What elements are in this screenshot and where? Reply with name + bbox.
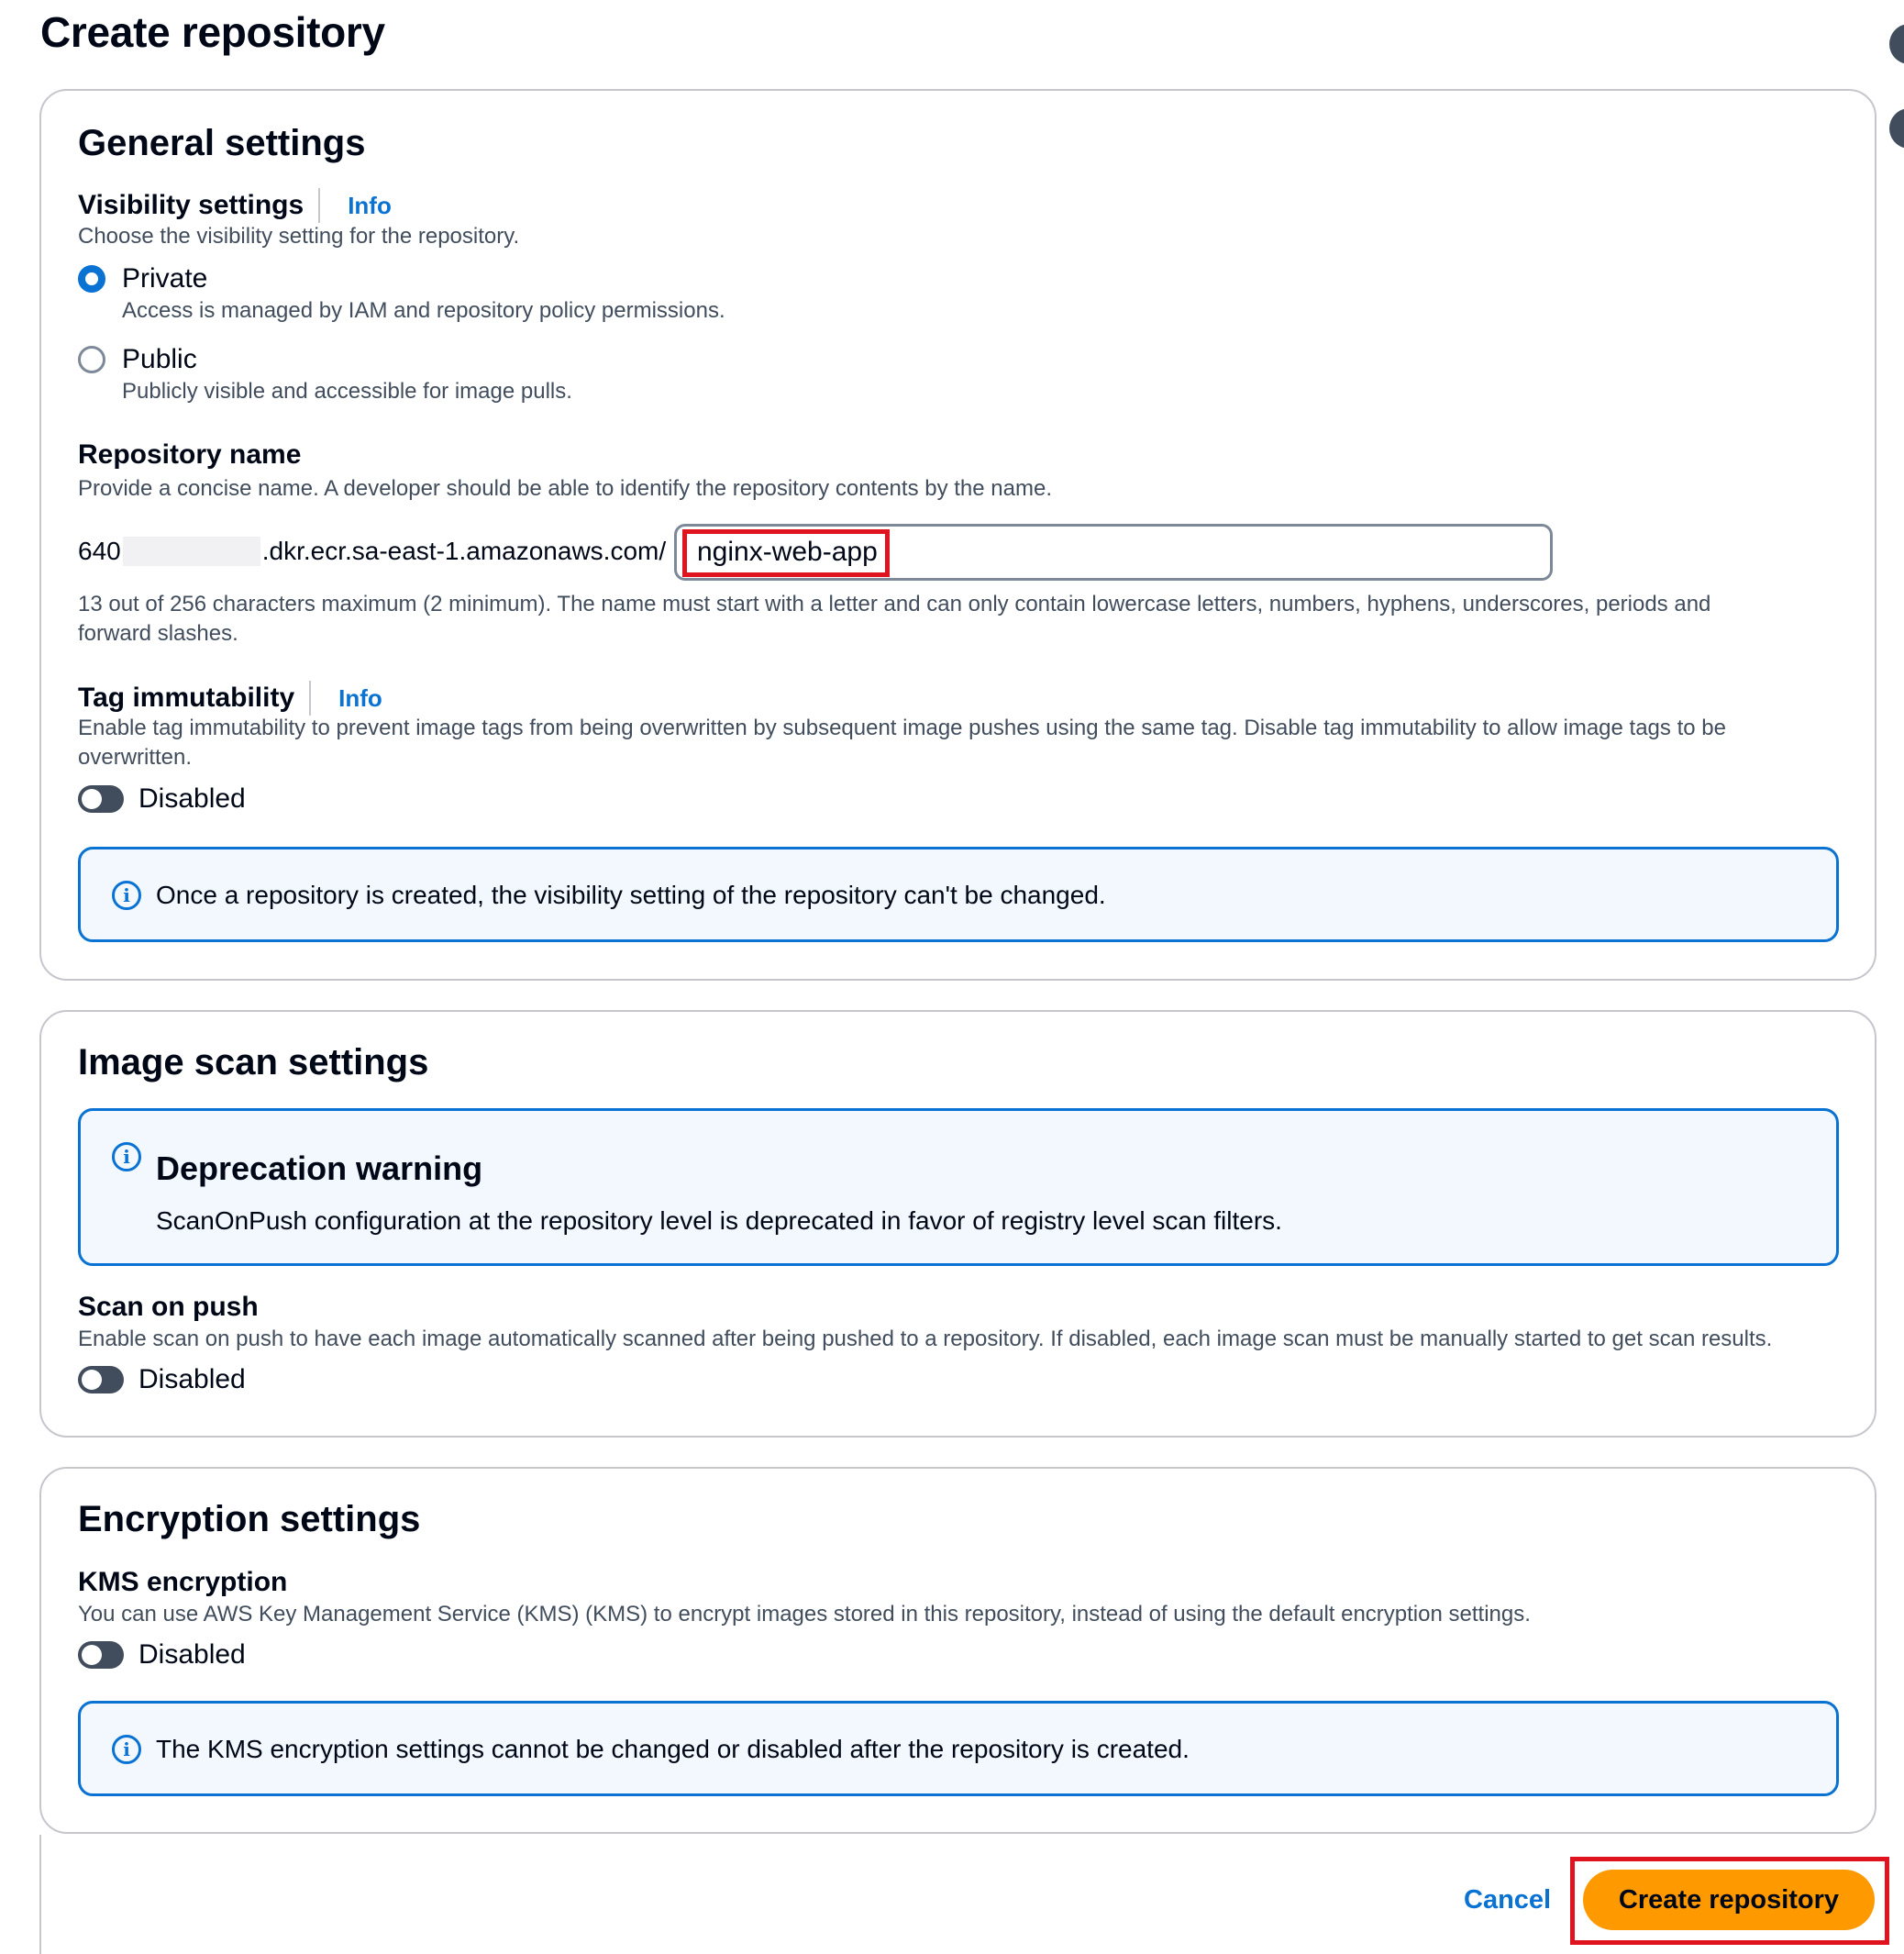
alert-text: The KMS encryption settings cannot be changed or disabled after the repository is created. [156,1735,1190,1763]
encryption-settings-panel [39,1467,1876,1834]
alert-text: ScanOnPush configuration at the repository level is deprecated in favor of registry level scan filters. [156,1206,1282,1235]
field-label: Tag immutability [78,683,295,713]
info-icon: i [112,1735,141,1764]
scan-on-push-label-row [78,1292,259,1323]
repository-uri-prefix [78,537,666,566]
page-title: Create repository [40,8,385,56]
kms-encryption-toggle[interactable] [78,1639,246,1671]
visibility-info-alert [78,847,1839,942]
repository-name-field[interactable] [674,524,1553,581]
registry-domain: .dkr.ecr.sa-east-1.amazonaws.com/ [261,537,667,565]
toggle-switch[interactable] [78,1366,124,1393]
repository-name-input[interactable] [686,529,1539,575]
toggle-label: Disabled [138,1364,246,1394]
toggle-switch[interactable] [78,1641,124,1669]
radio-description: Access is managed by IAM and repository policy permissions. [122,298,725,323]
field-label: Scan on push [78,1292,259,1322]
kms-label-row [78,1567,287,1598]
deprecation-warning-alert [78,1108,1839,1266]
panel-title: General settings [78,123,366,163]
image-scan-settings-panel [39,1010,1876,1438]
edge-control-icon[interactable] [1889,24,1904,64]
radio-unchecked-icon[interactable] [78,346,105,373]
radio-public[interactable] [78,344,197,375]
info-icon: i [112,881,141,910]
kms-info-alert [78,1701,1839,1796]
redacted-account-id [123,537,260,566]
toggle-switch[interactable] [78,785,124,813]
toggle-label: Disabled [138,1639,246,1670]
panel-title: Encryption settings [78,1499,421,1539]
radio-private[interactable] [78,263,207,294]
tag-immutability-toggle[interactable] [78,783,246,815]
divider [318,188,320,223]
visibility-info-link[interactable]: Info [348,191,392,219]
edge-control-icon[interactable] [1889,108,1904,149]
toggle-label: Disabled [138,783,246,814]
general-settings-panel [39,89,1876,981]
account-id-prefix: 640 [78,537,121,565]
cancel-button[interactable]: Cancel [1464,1885,1552,1915]
container-edge [39,1835,41,1954]
field-label: KMS encryption [78,1567,288,1597]
scan-on-push-toggle[interactable] [78,1364,246,1395]
radio-description: Publicly visible and accessible for image pulls. [122,379,572,404]
field-description: overwritten. [78,745,193,770]
tag-immutability-label-row [78,681,382,716]
repo-name-label-row [78,439,301,471]
field-description: Provide a concise name. A developer should be able to identify the repository contents by the name. [78,476,1052,501]
create-repository-button[interactable]: Create repository [1583,1870,1875,1930]
visibility-label-row [78,188,392,223]
radio-checked-icon[interactable] [78,265,105,293]
alert-text: Once a repository is created, the visibility setting of the repository can't be changed. [156,881,1106,909]
radio-label: Public [122,344,197,374]
field-constraint: 13 out of 256 characters maximum (2 minimum). The name must start with a letter and can only contain lowercase letters, numbers, hyphens, underscores, periods and [78,592,1711,616]
field-description: Enable scan on push to have each image automatically scanned after being pushed to a repository. If disabled, each image scan must be manually started to get scan results. [78,1327,1773,1351]
field-label: Repository name [78,439,302,470]
field-label: Visibility settings [78,190,304,220]
field-description: You can use AWS Key Management Service (KMS) (KMS) to encrypt images stored in this repository, instead of using the default encryption settings. [78,1602,1531,1626]
tag-immutability-info-link[interactable]: Info [338,683,382,712]
alert-heading: Deprecation warning [156,1149,483,1187]
field-description: Enable tag immutability to prevent image tags from being overwritten by subsequent image pushes using the same tag. Disable tag immutability to allow image tags to be [78,716,1726,740]
info-icon: i [112,1142,141,1171]
field-constraint: forward slashes. [78,621,238,646]
divider [309,681,311,716]
field-description: Choose the visibility setting for the repository. [78,224,520,249]
panel-title: Image scan settings [78,1042,429,1082]
radio-label: Private [122,263,208,294]
